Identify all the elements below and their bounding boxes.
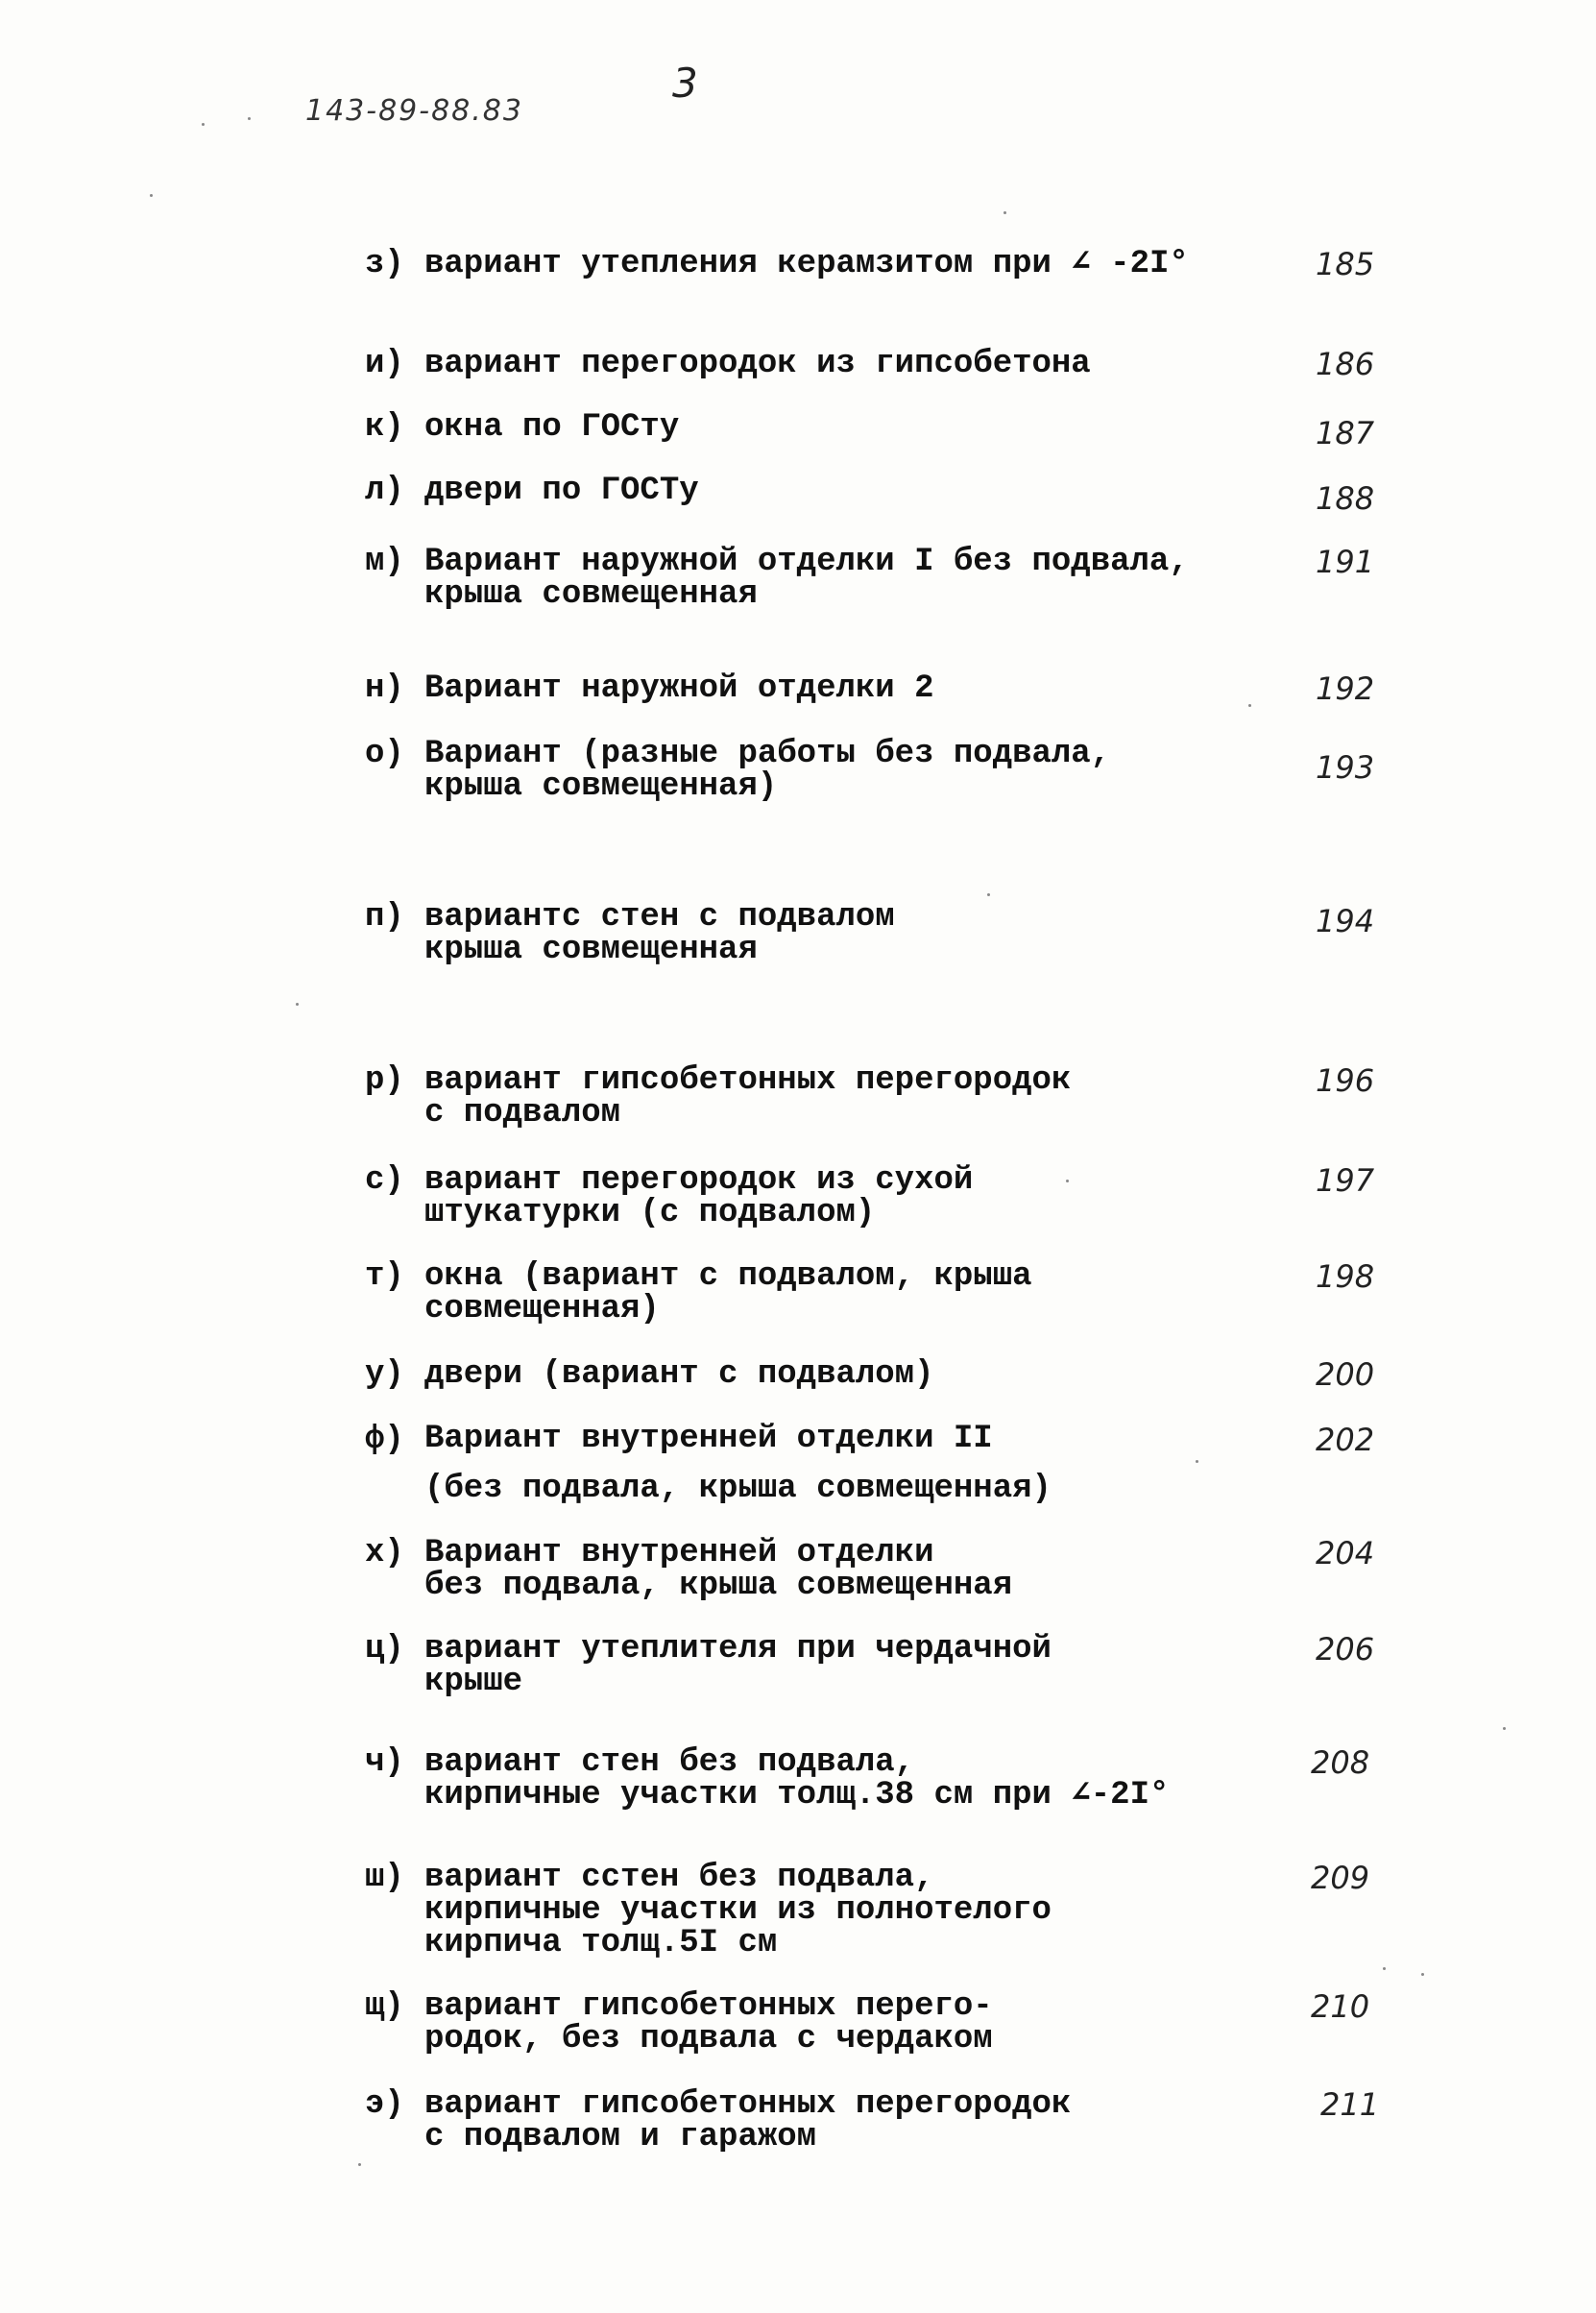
entry-text: вариант перегородок из гипсобетона bbox=[424, 346, 1091, 382]
entry-text: Вариант наружной отделки I без подвала, крыша совмещенная bbox=[424, 544, 1189, 613]
entry-letter: м) bbox=[365, 544, 404, 580]
entry-page: 196 bbox=[1316, 1062, 1375, 1099]
scan-speck bbox=[1196, 1460, 1198, 1463]
entry-text: вариант перегородок из сухой штукатурки (с подвалом) bbox=[424, 1162, 974, 1231]
entry-text: вариант утепления керамзитом при ∠ -2I° bbox=[424, 246, 1189, 282]
entry-page: 192 bbox=[1316, 670, 1375, 707]
scan-speck bbox=[987, 893, 990, 896]
entry-page: 206 bbox=[1316, 1631, 1375, 1668]
entry-text: окна по ГОСту bbox=[424, 409, 680, 446]
entry-text: Вариант наружной отделки 2 bbox=[424, 670, 934, 707]
entry-letter: н) bbox=[365, 670, 404, 707]
scan-speck bbox=[296, 1003, 299, 1006]
entry-page: 187 bbox=[1316, 415, 1375, 451]
scan-speck bbox=[1066, 1180, 1069, 1182]
entry-letter: с) bbox=[365, 1162, 404, 1199]
page-number: 3 bbox=[672, 60, 698, 107]
entry-letter: ц) bbox=[365, 1631, 404, 1668]
entry-text: вариант утеплителя при чердачной крыше bbox=[424, 1631, 1052, 1700]
entry-letter: п) bbox=[365, 899, 404, 936]
scan-speck bbox=[1503, 1727, 1506, 1730]
entry-page: 209 bbox=[1311, 1860, 1370, 1896]
entry-letter: э) bbox=[365, 2086, 404, 2123]
entry-page: 202 bbox=[1316, 1422, 1375, 1458]
entry-letter: ч) bbox=[365, 1744, 404, 1781]
scan-speck bbox=[150, 194, 153, 197]
scan-speck bbox=[1248, 704, 1251, 707]
entry-text: вариант сстен без подвала, кирпичные участки из полнотелого кирпича толщ.5I см bbox=[424, 1860, 1052, 1961]
entry-page: 211 bbox=[1320, 2086, 1380, 2123]
entry-letter: у) bbox=[365, 1356, 404, 1393]
entry-text: вариант гипсобетонных перегородок с подвалом bbox=[424, 1062, 1072, 1132]
entry-text: вариантс стен с подвалом крыша совмещенная bbox=[424, 899, 895, 968]
entry-letter: л) bbox=[365, 473, 404, 509]
entry-text: Вариант (разные работы без подвала, крыша совмещенная) bbox=[424, 736, 1111, 805]
entry-letter: т) bbox=[365, 1258, 404, 1295]
scan-speck bbox=[202, 123, 205, 126]
entry-text: Вариант внутренней отделки II (без подвала, крыша совмещенная) bbox=[424, 1421, 1052, 1507]
entry-text: Вариант внутренней отделки без подвала, крыша совмещенная bbox=[424, 1535, 1013, 1604]
scan-speck bbox=[358, 2163, 361, 2166]
entry-letter: з) bbox=[365, 246, 404, 282]
entry-page: 204 bbox=[1316, 1535, 1375, 1571]
entry-letter: к) bbox=[365, 409, 404, 446]
scan-speck bbox=[1383, 1967, 1386, 1970]
scan-speck bbox=[1004, 211, 1006, 214]
entry-text: окна (вариант с подвалом, крыша совмещенная) bbox=[424, 1258, 1032, 1327]
entry-letter: х) bbox=[365, 1535, 404, 1571]
entry-page: 200 bbox=[1316, 1356, 1375, 1393]
entry-letter: р) bbox=[365, 1062, 404, 1099]
entry-page: 210 bbox=[1311, 1988, 1370, 2025]
entry-page: 193 bbox=[1316, 749, 1375, 786]
entry-text: двери по ГОСТу bbox=[424, 473, 699, 509]
entry-page: 208 bbox=[1311, 1744, 1370, 1781]
entry-letter: и) bbox=[365, 346, 404, 382]
entry-page: 198 bbox=[1316, 1258, 1375, 1295]
scan-speck bbox=[1421, 1973, 1424, 1976]
entry-page: 197 bbox=[1316, 1162, 1375, 1199]
entry-text: вариант стен без подвала, кирпичные участки толщ.38 см при ∠-2I° bbox=[424, 1744, 1170, 1814]
scan-speck bbox=[248, 117, 251, 120]
entry-letter: о) bbox=[365, 736, 404, 772]
entry-letter: ф) bbox=[365, 1422, 404, 1458]
entry-text: двери (вариант с подвалом) bbox=[424, 1356, 934, 1393]
entry-page: 185 bbox=[1316, 246, 1375, 282]
entry-letter: ш) bbox=[365, 1860, 404, 1896]
entry-page: 194 bbox=[1316, 903, 1375, 939]
entry-text: вариант гипсобетонных перегородок с подвалом и гаражом bbox=[424, 2086, 1072, 2155]
entry-page: 188 bbox=[1316, 480, 1375, 517]
entry-page: 186 bbox=[1316, 346, 1375, 382]
entry-letter: щ) bbox=[365, 1988, 404, 2025]
entry-text: вариант гипсобетонных перего- родок, без подвала с чердаком bbox=[424, 1988, 993, 2057]
entry-page: 191 bbox=[1316, 544, 1375, 580]
document-code: 143-89-88.83 bbox=[305, 94, 523, 128]
